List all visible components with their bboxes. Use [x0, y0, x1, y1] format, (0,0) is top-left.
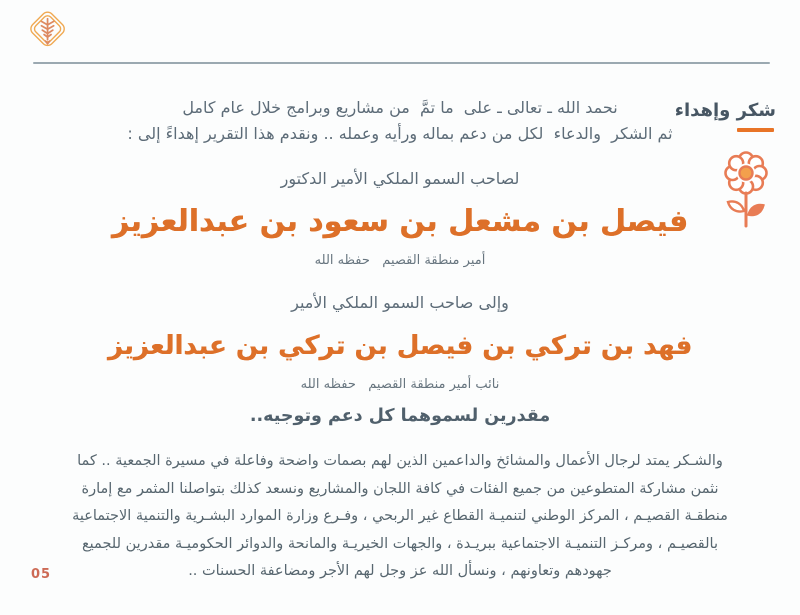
dedication-subtitle-1: أمير منطقة القصيم حفظه الله — [314, 253, 486, 268]
paragraph-line: نثمن مشاركة المتطوعين من جميع الفئات في كافة اللجان والمشاريع ونسعد كذلك بتواصلنا المثمر مع إمارة — [81, 480, 719, 497]
royal-name-1: فيصل بن مشعل بن سعود بن عبدالعزيز — [111, 204, 689, 239]
paragraph-line: منطقـة القصيـم ، المركز الوطني لتنميـة القطاع غير الربحي ، وفـرع وزارة الموارد البشـرية والتنمية الاجتماعية — [72, 508, 728, 524]
intro-line-2: ثم الشكر والدعاء لكل من دعم بماله ورأيه وعمله .. ونقدم هذا التقرير إهداءً إلى : — [127, 124, 673, 143]
header-divider — [33, 62, 770, 64]
page-title: شكر وإهداء — [674, 100, 776, 121]
dedication-subtitle-2: نائب أمير منطقة القصيم حفظه الله — [300, 377, 500, 392]
paragraph-line: بالقصيـم ، ومركـز التنميـة الاجتماعية ببريـدة ، والجهات الخيريـة والمانحة والدوائر الحكوميـة مقدرين للجميع — [81, 535, 719, 552]
intro-line-1: نحمد الله ـ تعالى ـ على ما تمَّ من مشاريع وبرامج خلال عام كامل — [182, 98, 618, 117]
royal-name-2: فهد بن تركي بن فيصل بن تركي بن عبدالعزيز — [107, 331, 693, 361]
title-underline — [737, 128, 774, 132]
appreciation-line: مقدرين لسموهما كل دعم وتوجيه.. — [249, 406, 551, 426]
dedication-title-2: وإلى صاحب السمو الملكي الأمير — [291, 293, 509, 312]
diamond-wheat-logo-icon — [27, 8, 69, 54]
thanks-paragraph — [70, 448, 730, 586]
dedication-content — [70, 95, 730, 586]
paragraph-line: جهودهم وتعاونهم ، ونسأل الله عز وجل لهم الأجر ومضاعفة الحسنات .. — [188, 563, 612, 579]
paragraph-line: والشـكر يمتد لرجال الأعمال والمشائخ والداعمين الذين لهم بصمات واضحة وفاعلة في مسيرة الجمعية .. كما — [77, 453, 723, 469]
dedication-title-1: لصاحب السمو الملكي الأمير الدكتور — [280, 169, 520, 188]
page-number: 05 — [31, 567, 52, 582]
